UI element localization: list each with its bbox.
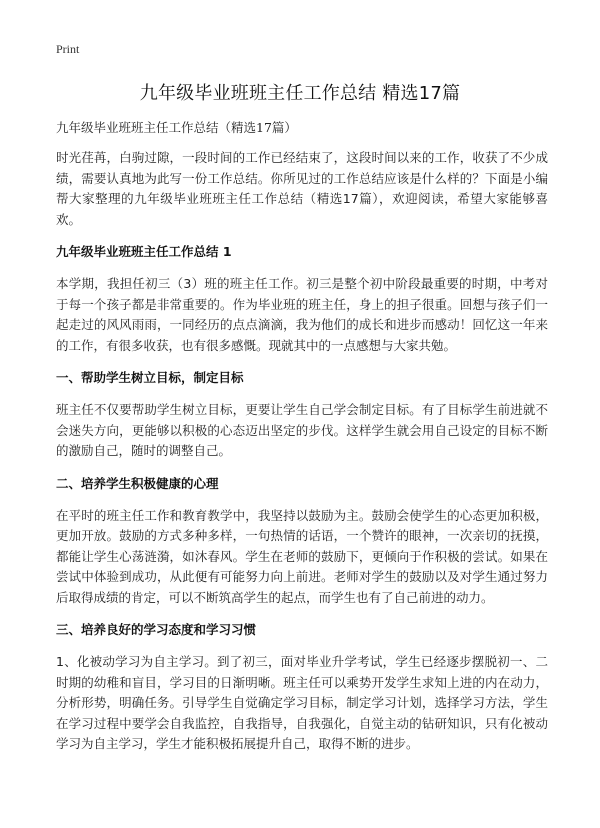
article-body: [56, 118, 548, 767]
intro-paragraph: 时光荏苒，白驹过隙，一段时间的工作已经结束了，这段时间以来的工作，收获了不少成绩，需要认真地为此写一份工作总结。你所见过的工作总结应该是什么样的？下面是小编帮大家整理的九年级毕业班班主任工作总结（精选17篇），欢迎阅读，希望大家能够喜欢。: [56, 150, 548, 227]
part-2-heading: 二、培养学生积极健康的心理: [56, 475, 219, 491]
article-subtitle: 九年级毕业班班主任工作总结（精选17篇）: [56, 120, 297, 135]
page-title: 九年级毕业班班主任工作总结 精选17篇: [139, 83, 461, 104]
part-2-paragraph: 在平时的班主任工作和教育教学中，我坚持以鼓励为主。鼓励会使学生的心态更加积极，更加开放。鼓励的方式多种多样，一句热情的话语，一个赞许的眼神，一次亲切的抚摸，都能让学生心荡涟漪，如沐春风。学生在老师的鼓励下，更倾向于作积极的尝试。如果在尝试中体验到成功，从此便有可能努力向上前进。老师对学生的鼓励以及对学生通过努力后取得成绩的肯定，可以不断筑高学生的起点，而学生也有了自己前进的动力。: [56, 507, 548, 605]
part-3-heading: 三、培养良好的学习态度和学习习惯: [56, 622, 257, 637]
part-1-paragraph: 班主任不仅要帮助学生树立目标，更要让学生自己学会制定目标。有了目标学生前进就不会迷失方向，更能够以积极的心态迈出坚定的步伐。这样学生就会用自己设定的目标不断的激励自己，随时的调整自己。: [56, 402, 548, 458]
part-1-heading: 一、帮助学生树立目标，制定目标: [56, 370, 244, 385]
part-3-paragraph: 1、化被动学习为自主学习。到了初三，面对毕业升学考试，学生已经逐步摆脱初一、二时期的幼稚和盲目，学习目的日渐明晰。班主任可以乘势开发学生求知上进的内在动力，分析形势，明确任务。引导学生自觉确定学习目标，制定学习计划，选择学习方法，学生在学习过程中要学会自我监控，自我指导，自我强化，自觉主动的钻研知识，只有化被动学习为自主学习，学生才能积极拓展提升自己，取得不断的进步。: [56, 654, 548, 751]
section-1-heading: 九年级毕业班班主任工作总结 1: [56, 244, 232, 259]
print-link[interactable]: Print: [56, 42, 80, 56]
section-1-paragraph: 本学期，我担任初三（3）班的班主任工作。初三是整个初中阶段最重要的时期，中考对于每一个孩子都是非常重要的。作为毕业班的班主任，身上的担子很重。回想与孩子们一起走过的风风雨雨，一同经历的点点滴滴，我为他们的成长和进步而感动！回忆这一年来的工作，有很多收获，也有很多感慨。现就其中的一点感想与大家共勉。: [56, 276, 548, 353]
